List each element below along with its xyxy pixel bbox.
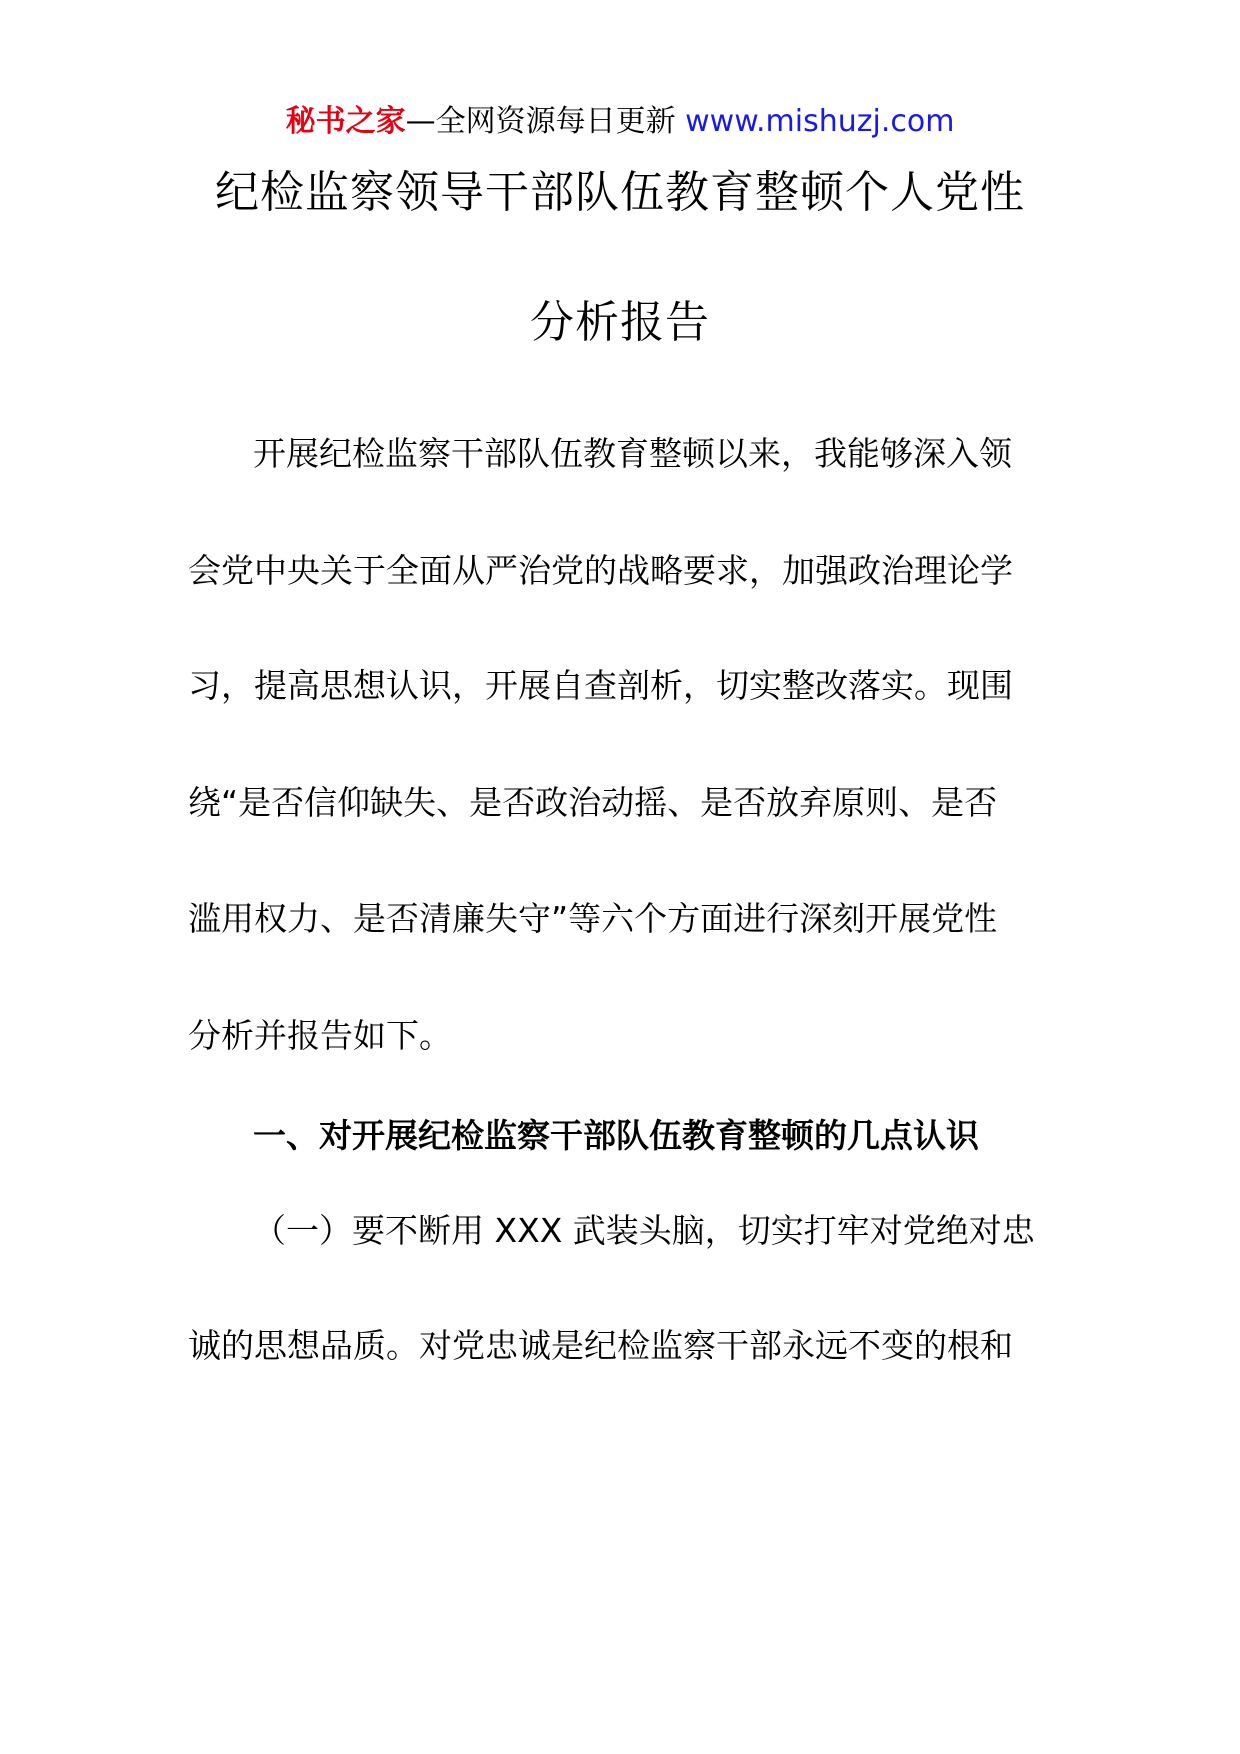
header-tagline: —全网资源每日更新 — [405, 104, 686, 139]
document-title-line-2: 分析报告 — [530, 297, 710, 348]
paragraph-1-line-1: 开展纪检监察干部队伍教育整顿以来，我能够深入领 — [253, 434, 1012, 473]
paragraph-1-line-4: 绕“是否信仰缺失、是否政治动摇、是否放弃原则、是否 — [188, 783, 998, 822]
subsection-1-line-2: 诚的思想品质。对党忠诚是纪检监察干部永远不变的根和 — [188, 1326, 1013, 1365]
section-1-heading: 一、对开展纪检监察干部队伍教育整顿的几点认识 — [253, 1116, 979, 1155]
paragraph-1-line-6: 分析并报告如下。 — [188, 1016, 452, 1055]
document-title-line-1: 纪检监察领导干部队伍教育整顿个人党性 — [215, 167, 1025, 218]
subsection-1-line-1: （一）要不断用 XXX 武装头脑，切实打牢对党绝对忠 — [253, 1211, 1035, 1250]
site-url-link[interactable]: www.mishuzj.com — [685, 104, 955, 139]
site-header — [0, 100, 1240, 144]
paragraph-1-line-3: 习，提高思想认识，开展自查剖析，切实整改落实。现围 — [188, 666, 1013, 705]
paragraph-1-line-5: 滥用权力、是否清廉失守”等六个方面进行深刻开展党性 — [188, 899, 998, 938]
brand-name: 秘书之家 — [285, 104, 406, 139]
paragraph-1-line-2: 会党中央关于全面从严治党的战略要求，加强政治理论学 — [188, 551, 1013, 590]
